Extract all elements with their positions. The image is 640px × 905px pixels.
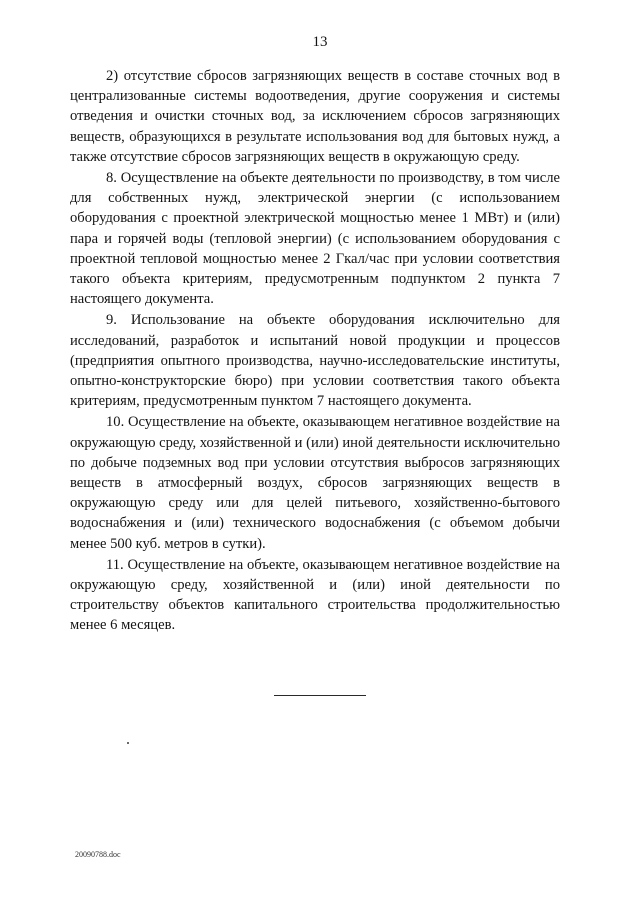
paragraph-item-11: 11. Осуществление на объекте, оказывающем негативное воздействие на окружающую среду, хозяйственной и (или) иной деятельности по строительству объектов капитального строительства продолжительностью менее 6 месяцев. bbox=[70, 556, 560, 634]
paragraph-item-8: 8. Осуществление на объекте деятельности по производству, в том числе для собственных нужд, электрической энергии (с использованием оборудования с проектной электрической мощностью менее 1 МВт) и (или) пара и горячей воды (тепловой энергии) (с использованием оборудования с проектной тепловой мощностью менее 2 Гкал/час при условии соответствия такого объекта критериям, предусмотренным подпунктом 2 пункта 7 настоящего документа. bbox=[70, 170, 560, 308]
end-separator-line bbox=[274, 695, 366, 696]
paragraph-item-10: 10. Осуществление на объекте, оказывающем негативное воздействие на окружающую среду, хозяйственной и (или) иной деятельности исключительно по добыче подземных вод при условии отсутствия выбросов загрязняющих веществ в атмосферный воздух, сбросов загрязняющих веществ в окружающую среду или для целей питьевого, хозяйственно-бытового водоснабжения и (или) технического водоснабжения (с объемом добычи менее 500 куб. метров в сутки). bbox=[70, 414, 560, 552]
paragraph-item-9: 9. Использование на объекте оборудования исключительно для исследований, разработок и испытаний новой продукции и процессов (предприятия опытного производства, научно-исследовательские институты, опытно-конструкторские бюро) при условии соответствия такого объекта критериям, предусмотренным пунктом 7 настоящего документа. bbox=[70, 312, 560, 410]
scan-speck bbox=[127, 742, 129, 744]
page-number: 13 bbox=[312, 34, 328, 50]
paragraph-subitem-2: 2) отсутствие сбросов загрязняющих веществ в составе сточных вод в централизованные системы водоотведения, другие сооружения и системы отведения и очистки сточных вод, за исключением сбросов загрязняющих веществ, образующихся в результате использования вод для бытовых нужд, а также отсутствие сбросов загрязняющих веществ в окружающую среду. bbox=[70, 68, 560, 165]
footer-filename: 20090788.doc bbox=[75, 850, 121, 859]
document-body bbox=[70, 66, 560, 636]
